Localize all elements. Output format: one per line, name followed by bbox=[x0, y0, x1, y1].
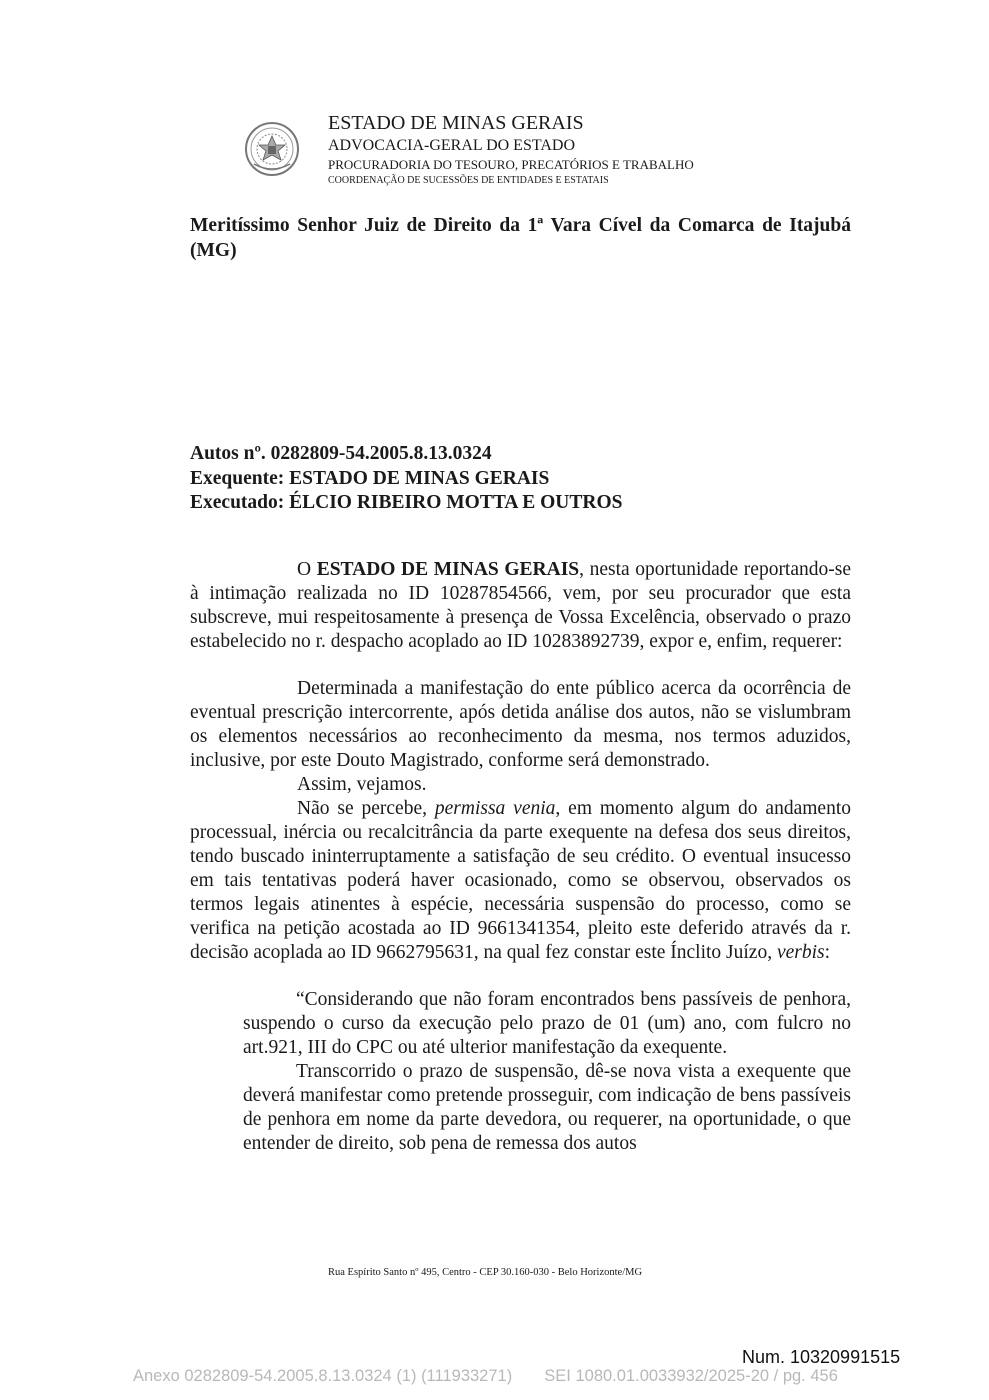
plaintiff: Exequente: ESTADO DE MINAS GERAIS bbox=[190, 467, 550, 489]
department-name: PROCURADORIA DO TESOURO, PRECATÓRIOS E TRABALHO bbox=[328, 157, 694, 172]
coordination-name: COORDENAÇÃO DE SUCESSÕES DE ENTIDADES E ESTATAIS bbox=[328, 175, 609, 186]
coat-of-arms-seal-icon bbox=[244, 120, 300, 178]
text: O bbox=[297, 559, 317, 580]
court-decision-quote bbox=[243, 988, 851, 1156]
case-number: Autos nº. 0282809-54.2005.8.13.0324 bbox=[190, 443, 492, 464]
paragraph-argument bbox=[190, 797, 851, 965]
addressee: Meritíssimo Senhor Juiz de Direito da 1ª Vara Cível da Comarca de Itajubá (MG) bbox=[190, 215, 851, 261]
defendant: Executado: ÉLCIO RIBEIRO MOTTA E OUTROS bbox=[190, 492, 623, 513]
agency-name: ADVOCACIA-GERAL DO ESTADO bbox=[328, 137, 575, 154]
paragraph-lets-see: Assim, vejamos. bbox=[297, 774, 427, 795]
paragraph-intro bbox=[190, 558, 851, 654]
latin-term: verbis bbox=[776, 942, 825, 963]
document-number: Num. 10320991515 bbox=[742, 1347, 901, 1367]
document-body bbox=[190, 558, 851, 1156]
text: , nesta oportunidade reportando-se à intimação realizada no ID 10287854566, vem, por seu procurador que esta subscreve, mui respeitosamente à presença de Vossa Excelência, observado o prazo estabelecido no r. despacho acoplado ao ID 10283892739, expor e, enfim, requerer: bbox=[190, 559, 851, 652]
state-name: ESTADO DE MINAS GERAIS bbox=[328, 112, 584, 134]
quote-paragraph-2: Transcorrido o prazo de suspensão, dê-se nova vista a exequente que deverá manifestar como pretende prosseguir, com indicação de bens passíveis de penhora em nome da parte devedora, ou requerer, na oportunidade, o que entender de direito, sob pena de remessa dos autos bbox=[243, 1061, 851, 1154]
footer-address: Rua Espírito Santo nº 495, Centro - CEP 30.160-030 - Belo Horizonte/MG bbox=[328, 1267, 643, 1278]
latin-term: permissa venia bbox=[434, 798, 556, 819]
letterhead bbox=[328, 110, 694, 188]
case-info bbox=[190, 442, 623, 516]
text: : bbox=[824, 942, 831, 963]
annex-stamp: Anexo 0282809-54.2005.8.13.0324 (1) (111933271) SEI 1080.01.0033932/2025-20 / pg. 456 bbox=[133, 1367, 838, 1385]
text: Não se percebe, bbox=[297, 798, 435, 819]
quote-paragraph-1: “Considerando que não foram encontrados bens passíveis de penhora, suspendo o curso da execução pelo prazo de 01 (um) ano, com fulcro no art.921, III do CPC ou até ulterior manifestação da exequente. bbox=[243, 989, 851, 1058]
paragraph-prescription: Determinada a manifestação do ente público acerca da ocorrência de eventual prescrição intercorrente, após detida análise dos autos, não se vislumbram os elementos necessários ao reconhecimento da mesma, nos termos aduzidos, inclusive, por este Douto Magistrado, conforme será demonstrado. bbox=[190, 678, 851, 771]
party-name: ESTADO DE MINAS GERAIS bbox=[316, 559, 580, 580]
text: , em momento algum do andamento processual, inércia ou recalcitrância da parte exequente na defesa dos seus direitos, tendo buscado ininterruptamente a satisfação de seu crédito. O eventual insucesso em tais tentativas poderá haver ocasionado, como se observou, observados os termos legais atinentes à espécie, necessária suspensão do processo, como se verifica na petição acostada ao ID 9661341354, pleito este deferido através da r. decisão acoplada ao ID 9662795631, na qual fez constar este Ínclito Juízo, bbox=[190, 798, 851, 963]
